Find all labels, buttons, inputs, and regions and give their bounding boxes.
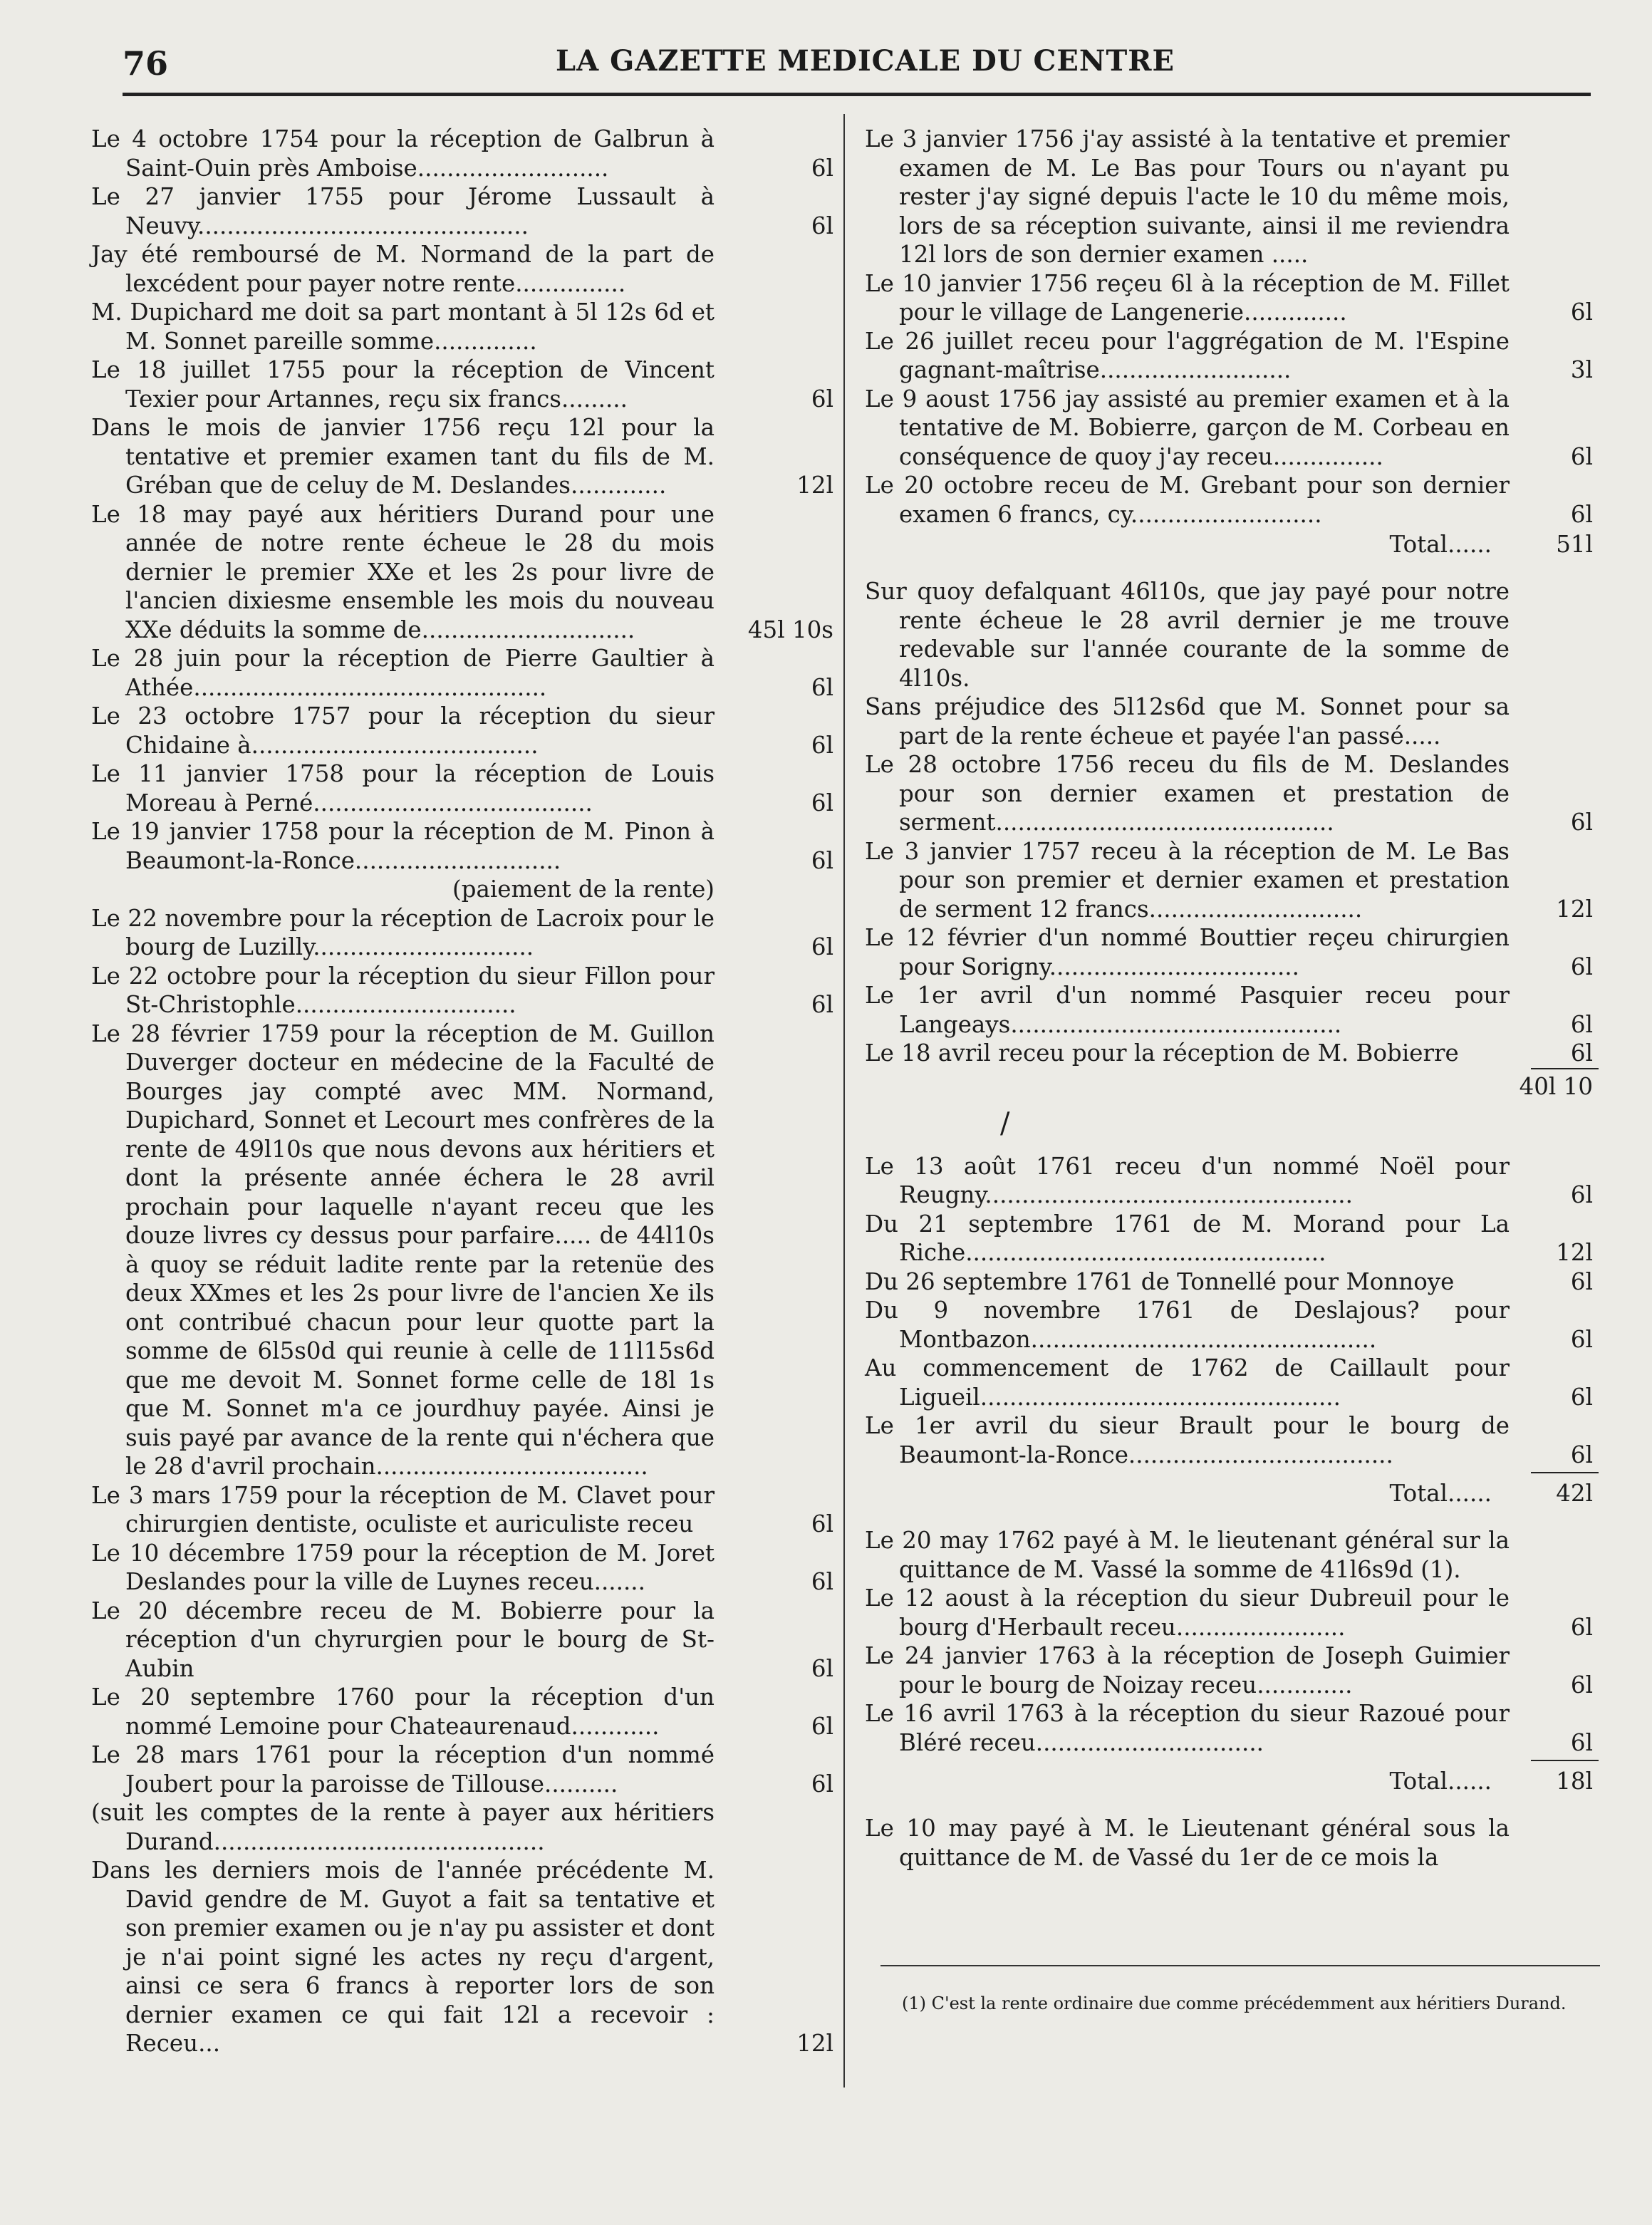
entry-amount: 6l (811, 846, 833, 874)
entry-amount: 6l (811, 1510, 833, 1537)
entry-text: Le 3 janvier 1757 receu à la réception de M. Le Bas pour son premier et dernier examen et prestation de serment 12 francs............................. (865, 837, 1510, 923)
entry-text: Le 20 may 1762 payé à M. le lieutenant général sur la quittance de M. Vassé la somme de 41l6s9d (1). (865, 1527, 1510, 1583)
ledger-entry (865, 923, 1599, 981)
entry-text: Le 18 may payé aux héritiers Durand pour une année de notre rente écheue le 28 du mois dernier le premier XXe et les 2s pour livre de l'ancien dixiesme ensemble les mois du nouveau XXe déduits la somme de............................. (91, 500, 715, 643)
entry-text: Le 28 mars 1761 pour la réception d'un nommé Joubert pour la paroisse de Tillouse.......... (91, 1741, 715, 1798)
ledger-entry (91, 644, 839, 702)
entry-amount: 6l (811, 991, 833, 1018)
entry-text: Le 26 juillet receu pour l'aggrégation de M. l'Espine gagnant-maîtrise.......................... (865, 327, 1510, 383)
entry-amount: 6l (1570, 442, 1593, 470)
entry-text: Le 18 avril receu pour la réception de M. Bobierre (865, 1039, 1459, 1067)
ledger-entry (865, 1210, 1599, 1267)
entry-text: Dans les derniers mois de l'année précédente M. David gendre de M. Guyot a fait sa tentative et son premier examen ou je n'ay pu assister et dont je n'ai point signé les actes ny reçu d'argent, ainsi ce sera 6 francs à reporter lors de son dernier examen ce qui fait 12l a recevoir : Receu... (91, 1857, 715, 2057)
entry-amount: 6l (1570, 1441, 1593, 1468)
entry-amount: 6l (1570, 1728, 1593, 1756)
entry-text: Le 23 octobre 1757 pour la réception du sieur Chidaine à....................................... (91, 702, 715, 759)
right-block-5 (865, 1814, 1599, 1872)
ledger-entry (91, 1597, 839, 1684)
total-row-1 (865, 529, 1599, 563)
entry-amount: 6l (1570, 500, 1593, 528)
entry-text: Du 9 novembre 1761 de Deslajous? pour Montbazon............................................... (865, 1297, 1510, 1353)
entry-text: Le 20 octobre receu de M. Grebant pour son dernier examen 6 francs, cy.......................... (865, 472, 1510, 528)
ledger-entry (865, 1584, 1599, 1641)
entry-amount: 6l (811, 731, 833, 759)
entry-text: Le 10 may payé à M. le Lieutenant général sous la quittance de M. de Vassé du 1er de ce mois la (865, 1815, 1510, 1871)
entry-text: Le 12 aoust à la réception du sieur Dubreuil pour le bourg d'Herbault receu....................... (865, 1585, 1510, 1641)
header-rule (123, 93, 1591, 96)
ledger-entry (865, 125, 1599, 269)
ledger-entry (91, 500, 839, 645)
ledger-entry (865, 837, 1599, 924)
ledger-entry (91, 962, 839, 1020)
right-block-1 (865, 125, 1599, 529)
ledger-entry (865, 693, 1599, 750)
ledger-entry (91, 1798, 839, 1856)
right-block-2 (865, 577, 1599, 1068)
total-row-4 (865, 1757, 1599, 1800)
entry-amount: 12l (1556, 895, 1593, 923)
entry-amount: 6l (1570, 809, 1593, 836)
entry-text: Le 20 décembre receu de M. Bobierre pour la réception d'un chyrurgien pour le bourg de St-Aubin (91, 1597, 715, 1682)
entry-amount: 6l (811, 1654, 833, 1682)
right-block-4 (865, 1526, 1599, 1757)
ledger-entry (865, 1411, 1599, 1469)
ledger-entry (865, 327, 1599, 385)
ledger-entry (91, 904, 839, 962)
left-column (91, 125, 839, 2058)
entry-text: Le 11 janvier 1758 pour la réception de Louis Moreau à Perné...................................... (91, 760, 715, 816)
ledger-entry (91, 125, 839, 182)
entry-amount: 6l (811, 385, 833, 413)
column-divider (843, 114, 845, 2087)
entry-text: Le 1er avril du sieur Brault pour le bourg de Beaumont-la-Ronce.................................... (865, 1412, 1510, 1468)
entry-amount: 12l (796, 2030, 833, 2057)
ledger-entry (91, 759, 839, 817)
entry-amount: 45l 10s (747, 616, 833, 643)
entry-amount: 6l (1570, 1039, 1593, 1067)
ledger-entry (865, 1354, 1599, 1411)
total-label: Total...... (1389, 1768, 1492, 1795)
entry-text: Le 9 aoust 1756 jay assisté au premier examen et à la tentative de M. Bobierre, garçon de M. Corbeau en conséquence de quoy j'ay receu............... (865, 385, 1510, 470)
ledger-entry (865, 1039, 1599, 1068)
entry-text: Jay été remboursé de M. Normand de la part de lexcédent pour payer notre rente............... (91, 241, 715, 297)
entry-text: Le 28 octobre 1756 receu du fils de M. Deslandes pour son dernier examen et prestation de serment.............................................. (865, 751, 1510, 836)
entry-text: (suit les comptes de la rente à payer aux héritiers Durand............................................. (91, 1799, 715, 1855)
entry-text: Le 24 janvier 1763 à la réception de Joseph Guimier pour le bourg de Noizay receu............. (865, 1642, 1510, 1698)
ledger-entry (865, 577, 1599, 693)
ledger-entry (865, 269, 1599, 327)
entry-text: Le 28 février 1759 pour la réception de M. Guillon Duverger docteur en médecine de la Faculté de Bourges jay compté avec MM. Normand, Dupichard, Sonnet et Lecourt mes confrères de la rente de 49l10s que nous devons aux héritiers et dont la présente année échera le 28 avril prochain pour laquelle n'ayant receu que les douze livres cy dessus pour parfaire..... de 44l10s à quoy se réduit ladite rente par la retenüe des deux XXmes et les 2s pour livre de l'ancien Xe ils ont contribué chacun pour leur quotte part la somme de 6l5s0d qui reunie à celle de 11l15s6d que me devoit M. Sonnet forme celle de 18l 1s que M. Sonnet m'a ce jourdhuy payée. Ainsi je suis payé par avance de la rente qui n'échera que le 28 d'avril prochain..................................... (91, 1020, 715, 1480)
entry-text: Du 26 septembre 1761 de Tonnellé pour Monnoye (865, 1267, 1455, 1295)
entry-text: Le 1er avril d'un nommé Pasquier receu pour Langeays............................................. (865, 982, 1510, 1038)
ledger-entry (865, 385, 1599, 472)
ledger-entry (865, 1152, 1599, 1210)
total-row-2 (865, 1068, 1599, 1102)
entry-text: Sans préjudice des 5l12s6d que M. Sonnet pour sa part de la rente écheue et payée l'an passé..... (865, 693, 1510, 750)
entry-text: Sur quoy defalquant 46l10s, que jay payé pour notre rente écheue le 28 avril dernier je me trouve redevable sur l'année courante de la somme de 4l10s. (865, 578, 1510, 692)
ledger-entry (865, 1296, 1599, 1354)
entry-amount: 3l (1570, 356, 1593, 383)
entry-amount: 6l (811, 212, 833, 239)
ledger-entry (91, 1856, 839, 2058)
entry-amount: 6l (1570, 1325, 1593, 1353)
ledger-entry (91, 1481, 839, 1539)
ledger-entry (91, 1683, 839, 1741)
entry-text: Le 27 janvier 1755 pour Jérome Lussault à Neuvy............................................. (91, 183, 715, 239)
entry-text: M. Dupichard me doit sa part montant à 5l 12s 6d et M. Sonnet pareille somme.............. (91, 299, 715, 355)
ledger-entry (91, 356, 839, 413)
ledger-entry (865, 1641, 1599, 1699)
entry-amount: 6l (811, 1770, 833, 1798)
ledger-entry (865, 750, 1599, 837)
separator-mark: / (1000, 1106, 1010, 1140)
entry-text: Dans le mois de janvier 1756 reçu 12l pour la tentative et premier examen tant du fils de M. Gréban que de celuy de M. Deslandes............. (91, 414, 715, 499)
total-amount: 42l (1556, 1480, 1593, 1507)
ledger-entry (91, 875, 839, 904)
entry-amount: 6l (811, 933, 833, 960)
entry-text: Le 10 janvier 1756 reçeu 6l à la réception de M. Fillet pour le village de Langenerie.............. (865, 269, 1510, 326)
entry-text: Le 22 novembre pour la réception de Lacroix pour le bourg de Luzilly.............................. (91, 904, 715, 960)
total-amount: 51l (1556, 531, 1593, 558)
right-column (865, 125, 1599, 1872)
footnote-rule (880, 1965, 1600, 1966)
entry-text: Le 4 octobre 1754 pour la réception de Galbrun à Saint-Ouin près Amboise.......................... (91, 125, 715, 182)
entry-text: Le 19 janvier 1758 pour la réception de M. Pinon à Beaumont-la-Ronce............................ (91, 818, 715, 874)
entry-text: Le 3 janvier 1756 j'ay assisté à la tentative et premier examen de M. Le Bas pour Tours ou n'ayant pu rester j'ay signé depuis l'acte le 10 du même mois, lors de sa réception suivante, ainsi il me reviendra 12l lors de son dernier examen ..... (865, 125, 1510, 268)
sum-rule (1531, 1068, 1599, 1069)
entry-amount: 6l (1570, 1010, 1593, 1038)
entry-text: (paiement de la rente) (452, 876, 715, 903)
sum-rule (1531, 1760, 1599, 1761)
footnote: (1) C'est la rente ordinaire due comme précédemment aux héritiers Durand. (902, 1993, 1567, 2013)
entry-amount: 6l (1570, 1181, 1593, 1208)
ledger-entry (865, 1526, 1599, 1584)
entry-amount: 6l (1570, 1613, 1593, 1641)
entry-text: Le 16 avril 1763 à la réception du sieur Razoué pour Bléré receu............................... (865, 1700, 1510, 1756)
total-row-3 (865, 1469, 1599, 1512)
running-title: LA GAZETTE MEDICALE DU CENTRE (556, 44, 1175, 78)
entry-amount: 6l (1570, 1671, 1593, 1698)
ledger-entry (865, 1814, 1599, 1872)
entry-text: Le 22 octobre pour la réception du sieur Fillon pour St-Christophle.............................. (91, 962, 715, 1018)
entry-amount: 6l (1570, 299, 1593, 326)
entry-text: Le 28 juin pour la réception de Pierre Gaultier à Athée................................................ (91, 645, 715, 701)
entry-amount: 12l (796, 472, 833, 499)
entry-text: Au commencement de 1762 de Caillault pour Ligueil................................................. (865, 1354, 1510, 1411)
entry-text: Le 18 juillet 1755 pour la réception de Vincent Texier pour Artannes, reçu six francs......... (91, 356, 715, 413)
entry-amount: 6l (811, 1712, 833, 1740)
ledger-entry (91, 1539, 839, 1597)
ledger-entry (91, 413, 839, 500)
entry-text: Du 21 septembre 1761 de M. Morand pour La Riche................................................. (865, 1210, 1510, 1266)
entry-text: Le 20 septembre 1760 pour la réception d'un nommé Lemoine pour Chateaurenaud............ (91, 1684, 715, 1740)
entry-text: Le 12 février d'un nommé Bouttier reçeu chirurgien pour Sorigny.................................. (865, 924, 1510, 980)
entry-text: Le 13 août 1761 receu d'un nommé Noël pour Reugny.................................................. (865, 1152, 1510, 1208)
entry-amount: 12l (1556, 1239, 1593, 1266)
ledger-entry (865, 981, 1599, 1039)
entry-text: Le 3 mars 1759 pour la réception de M. Clavet pour chirurgien dentiste, oculiste et auriculiste receu (91, 1481, 715, 1537)
entry-amount: 6l (811, 154, 833, 182)
total-label: Total...... (1389, 1480, 1492, 1507)
total-amount: 40l 10 (1519, 1072, 1593, 1100)
total-amount: 18l (1556, 1768, 1593, 1795)
page-number: 76 (123, 44, 169, 83)
ledger-entry (865, 471, 1599, 529)
ledger-entry (91, 817, 839, 875)
entry-amount: 6l (811, 673, 833, 701)
ledger-entry (865, 1699, 1599, 1757)
ledger-entry (91, 702, 839, 759)
entry-text: Le 10 décembre 1759 pour la réception de M. Joret Deslandes pour la ville de Luynes receu....... (91, 1539, 715, 1595)
entry-amount: 6l (1570, 1267, 1593, 1295)
page-header (0, 0, 1652, 107)
sum-rule (1531, 1472, 1599, 1473)
ledger-entry (865, 1267, 1599, 1297)
total-label: Total...... (1389, 531, 1492, 558)
ledger-entry (91, 240, 839, 298)
entry-amount: 6l (1570, 1383, 1593, 1411)
ledger-entry (91, 1020, 839, 1481)
entry-amount: 6l (811, 1568, 833, 1595)
ledger-entry (91, 298, 839, 356)
entry-amount: 6l (1570, 953, 1593, 980)
right-block-3 (865, 1152, 1599, 1470)
ledger-entry (91, 1741, 839, 1798)
entry-amount: 6l (811, 789, 833, 816)
ledger-entry (91, 182, 839, 240)
